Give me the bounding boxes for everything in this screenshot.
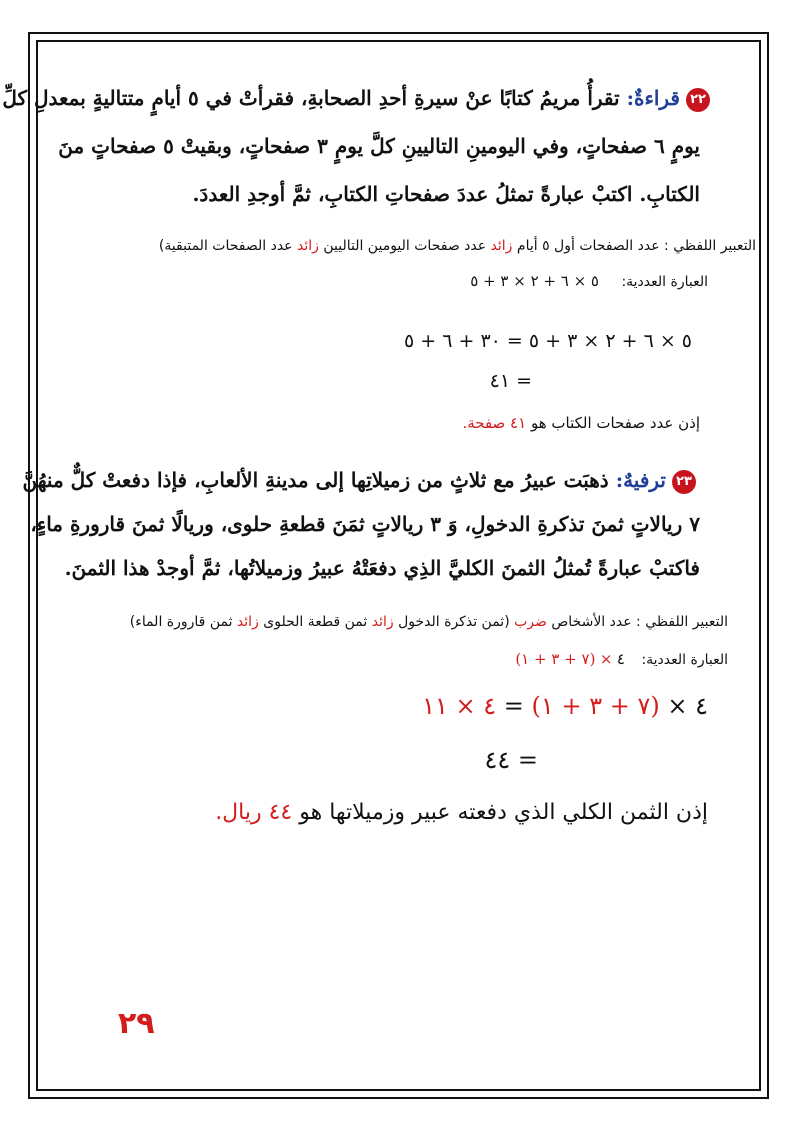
question-22-line-1 — [2, 86, 710, 112]
question-keyword: قراءةٌ: — [626, 86, 680, 110]
answer-23-conclusion: إذن الثمن الكلي الذي دفعته عبير وزميلاتها هو ٤٤ ريال. — [215, 800, 708, 825]
question-text: ذهبَت عبيرُ مع ثلاثٍ من زميلاتِها إلى مدينةِ الألعابِ، فإذا دفعتْ كلٌّ منهُنَّ — [22, 468, 609, 492]
page-number: ٢٩ — [118, 1006, 155, 1041]
answer-23-step-2: = ٤٤ — [484, 746, 538, 774]
question-23-line-1 — [22, 468, 696, 494]
verbal-label: التعبير اللفظي : — [636, 614, 728, 630]
question-23-line-2: ٧ ريالاتٍ ثمنَ تذكرةِ الدخولِ، وَ ٣ ريالاتٍ ثمَنَ قطعةِ حلوى، وريالًا ثمنَ قارورةِ ماءٍ، — [30, 512, 700, 536]
numeric-label: العبارة العددية: — [641, 652, 728, 668]
answer-23-step-1: ٤ × (٧ + ٣ + ١) = ٤ × ١١ — [422, 692, 708, 720]
question-22-line-2: يومٍ ٦ صفحاتٍ، وفي اليومينِ التاليينِ كلَّ يومٍ ٣ صفحاتٍ، وبقيتْ ٥ صفحاتٍ منَ — [58, 134, 700, 158]
answer-22-verbal: التعبير اللفظي : عدد الصفحات أول ٥ أيام زائد عدد صفحات اليومين التاليين زائد عدد الصفحات المتبقية) — [158, 238, 756, 254]
answer-highlight: ٤١ صفحة. — [462, 414, 527, 432]
verbal-label: التعبير اللفظي : — [664, 238, 756, 254]
question-23-line-3: فاكتبْ عبارةً تُمثلُ الثمنَ الكليَّ الذِي دفعَتْهُ عبيرُ وزميلاتُها، ثمَّ أوجدْ هذا الثمنَ. — [64, 556, 700, 580]
question-number-badge: ٢٣ — [672, 470, 696, 494]
answer-22-step-1: ٥ × ٦ + ٢ × ٣ + ٥ = ٣٠ + ٦ + ٥ — [404, 330, 692, 352]
question-keyword: ترفيهٌ: — [615, 468, 666, 492]
question-22-line-3: الكتابِ. اكتبْ عبارةً تمثلُ عددَ صفحاتِ الكتابِ، ثمَّ أوجدِ العددَ. — [192, 182, 700, 206]
answer-22-step-2: = ٤١ — [489, 370, 532, 392]
answer-highlight: ٤٤ ريال. — [215, 800, 293, 825]
answer-23-verbal: التعبير اللفظي : عدد الأشخاص ضرب (ثمن تذكرة الدخول زائد ثمن قطعة الحلوى زائد ثمن قارورة الماء) — [129, 614, 728, 630]
question-text: تقرأُ مريمُ كتابًا عنْ سيرةِ أحدِ الصحابةِ، فقرأتْ في ٥ أيامٍ متتاليةٍ بمعدلِ كلِّ — [2, 86, 620, 110]
answer-22-conclusion: إذن عدد صفحات الكتاب هو ٤١ صفحة. — [462, 414, 700, 432]
answer-22-numeric: العبارة العددية: ٥ × ٦ + ٢ × ٣ + ٥ — [470, 272, 708, 290]
numeric-label: العبارة العددية: — [621, 274, 708, 290]
answer-23-numeric: العبارة العددية: ٤ × (٧ + ٣ + ١) — [515, 650, 728, 668]
question-number-badge: ٢٢ — [686, 88, 710, 112]
